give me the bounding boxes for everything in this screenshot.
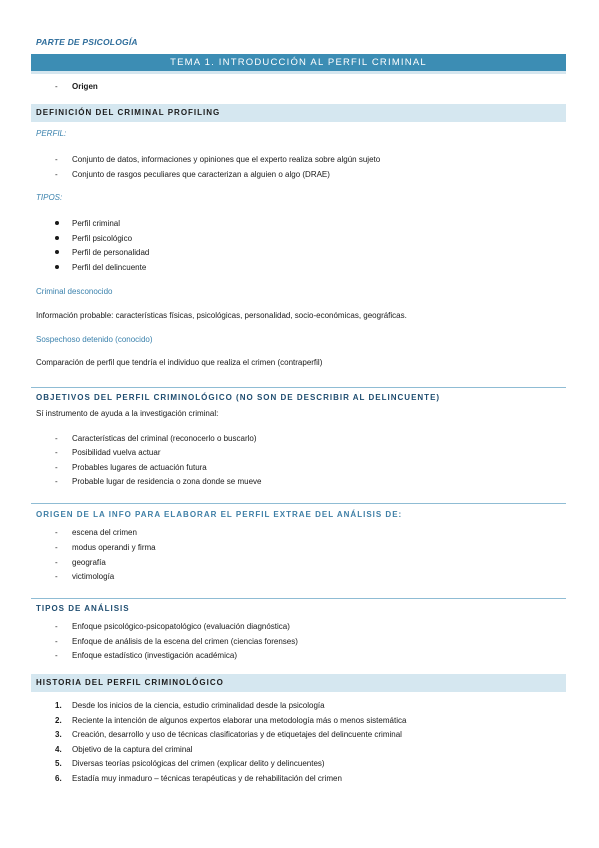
bullet-icon <box>55 221 59 225</box>
subheading-sospechoso: Sospechoso detenido (conocido) <box>36 335 153 344</box>
list-item: - modus operandi y firma <box>55 543 156 552</box>
title-bar <box>31 54 566 74</box>
list-item: 1. Desde los inicios de la ciencia, estudio criminalidad desde la psicología <box>55 701 325 710</box>
list-item: - Posibilidad vuelva actuar <box>55 448 161 457</box>
bullet-icon <box>55 265 59 269</box>
list-item: Perfil de personalidad <box>55 248 149 257</box>
section-header-definicion <box>31 104 566 122</box>
bullet-icon <box>55 250 59 254</box>
list-item: Perfil psicológico <box>55 234 132 243</box>
subheading-criminal-desconocido: Criminal desconocido <box>36 287 113 296</box>
list-item: 3. Creación, desarrollo y uso de técnicas clasificatorias y de etiquetajes del delincuente criminal <box>55 730 402 739</box>
section-divider <box>31 503 566 504</box>
subheading-tipos: TIPOS: <box>36 193 63 202</box>
list-item: - Enfoque estadístico (investigación académica) <box>55 651 237 660</box>
list-item: - Conjunto de datos, informaciones y opiniones que el experto realiza sobre algún sujeto <box>55 155 381 164</box>
list-item: 5. Diversas teorías psicológicas del crimen (explicar delito y delincuentes) <box>55 759 325 768</box>
section-header-historia <box>31 674 566 692</box>
section-header-objetivos: OBJETIVOS DEL PERFIL CRIMINOLÓGICO (NO SON DE DESCRIBIR AL DELINCUENTE) <box>36 393 441 402</box>
paragraph: Información probable: características físicas, psicológicas, personalidad, socio-económicas, geográficas. <box>36 311 407 320</box>
list-item: - Origen <box>55 82 98 91</box>
list-item: - Probable lugar de residencia o zona donde se mueve <box>55 477 262 486</box>
list-item: - Conjunto de rasgos peculiares que caracterizan a alguien o algo (DRAE) <box>55 170 330 179</box>
list-item: - Probables lugares de actuación futura <box>55 463 207 472</box>
list-item: - Enfoque de análisis de la escena del crimen (ciencias forenses) <box>55 637 298 646</box>
section-header-origen: ORIGEN DE LA INFO PARA ELABORAR EL PERFIL EXTRAE DEL ANÁLISIS DE: <box>36 510 403 519</box>
list-item: - geografía <box>55 558 106 567</box>
bullet-icon <box>55 236 59 240</box>
section-divider <box>31 387 566 388</box>
list-item: - Características del criminal (reconocerlo o buscarlo) <box>55 434 257 443</box>
section-header-text: HISTORIA DEL PERFIL CRIMINOLÓGICO <box>36 678 224 687</box>
list-item: - Enfoque psicológico-psicopatológico (evaluación diagnóstica) <box>55 622 290 631</box>
list-item: Perfil del delincuente <box>55 263 146 272</box>
section-header-tipos-analisis: TIPOS DE ANÁLISIS <box>36 604 130 613</box>
paragraph: Comparación de perfil que tendría el individuo que realiza el crimen (contraperfil) <box>36 358 323 367</box>
section-divider <box>31 598 566 599</box>
section-kicker: PARTE DE PSICOLOGÍA <box>36 37 138 47</box>
list-item: 2. Reciente la intención de algunos expertos elaborar una metodología más o menos sistemática <box>55 716 407 725</box>
list-item: 6. Estadía muy inmaduro – técnicas terapéuticas y de rehabilitación del crimen <box>55 774 342 783</box>
paragraph: Sí instrumento de ayuda a la investigación criminal: <box>36 409 219 418</box>
list-item: - victimología <box>55 572 115 581</box>
page-title: TEMA 1. INTRODUCCIÓN AL PERFIL CRIMINAL <box>170 57 427 68</box>
subheading-perfil: PERFIL: <box>36 129 67 138</box>
list-item: Perfil criminal <box>55 219 120 228</box>
section-header-text: DEFINICIÓN DEL CRIMINAL PROFILING <box>36 108 221 117</box>
list-item-text: Origen <box>72 82 98 91</box>
list-item: - escena del crimen <box>55 528 137 537</box>
list-item: 4. Objetivo de la captura del criminal <box>55 745 193 754</box>
